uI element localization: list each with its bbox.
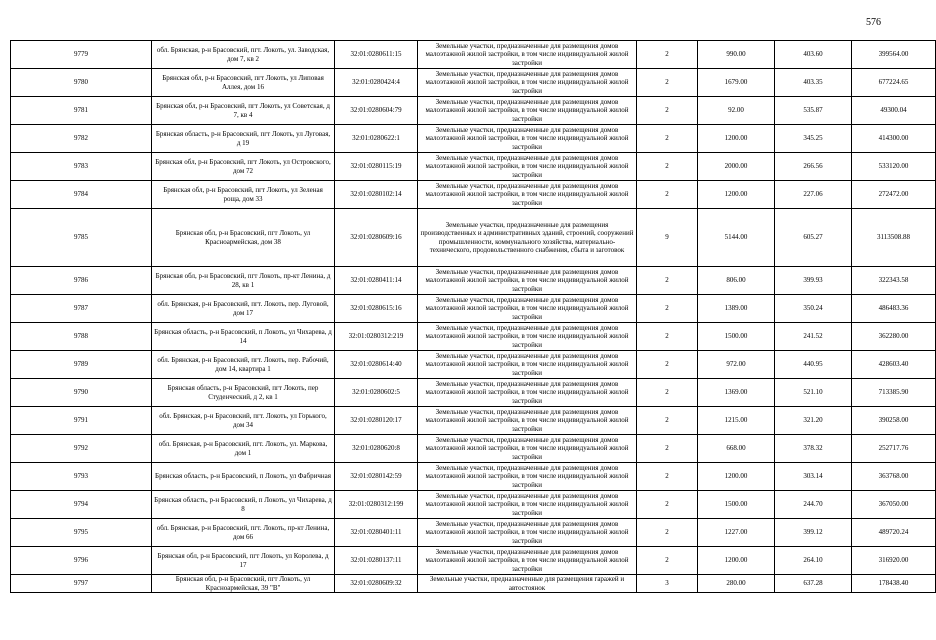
specific-value-cell: 378.32 bbox=[775, 435, 852, 463]
specific-value-cell: 399.12 bbox=[775, 519, 852, 547]
use-class-cell: 2 bbox=[637, 547, 698, 575]
address-cell: Брянская обл, р-н Брасовский, пгт Локоть, пр-кт Ленина, д 28, кв 1 bbox=[152, 267, 335, 295]
cadastral-value-cell: 390258.00 bbox=[852, 407, 936, 435]
table-row bbox=[11, 153, 936, 181]
use-class-cell: 2 bbox=[637, 153, 698, 181]
cadastral-value-cell: 49300.04 bbox=[852, 97, 936, 125]
specific-value-cell: 440.95 bbox=[775, 351, 852, 379]
specific-value-cell: 266.56 bbox=[775, 153, 852, 181]
table-row bbox=[11, 351, 936, 379]
row-number: 9793 bbox=[11, 463, 152, 491]
use-class-cell: 2 bbox=[637, 295, 698, 323]
area-cell: 1500.00 bbox=[698, 491, 775, 519]
table-row bbox=[11, 575, 936, 593]
land-use-cell: Земельные участки, предназначенные для размещения домов малоэтажной жилой застройки, в том числе индивидуальной жилой застройки bbox=[418, 295, 637, 323]
use-class-cell: 3 bbox=[637, 575, 698, 593]
address-cell: Брянская обл, р-н Брасовский, пгт Локоть, ул Королева, д 17 bbox=[152, 547, 335, 575]
table-row bbox=[11, 69, 936, 97]
area-cell: 1227.00 bbox=[698, 519, 775, 547]
land-use-cell: Земельные участки, предназначенные для размещения домов малоэтажной жилой застройки, в том числе индивидуальной жилой застройки bbox=[418, 125, 637, 153]
area-cell: 1200.00 bbox=[698, 181, 775, 209]
address-cell: Брянская область, р-н Брасовский, п Локоть, ул Чихарева, д 8 bbox=[152, 491, 335, 519]
address-cell: обл. Брянская, р-н Брасовский, пгт. Локоть, ул. Заводская, дом 7, кв 2 bbox=[152, 41, 335, 69]
specific-value-cell: 521.10 bbox=[775, 379, 852, 407]
cadastral-number-cell: 32:01:0280611:15 bbox=[335, 41, 418, 69]
row-number: 9783 bbox=[11, 153, 152, 181]
land-use-cell: Земельные участки, предназначенные для размещения домов малоэтажной жилой застройки, в том числе индивидуальной жилой застройки bbox=[418, 379, 637, 407]
area-cell: 1500.00 bbox=[698, 323, 775, 351]
land-use-cell: Земельные участки, предназначенные для размещения домов малоэтажной жилой застройки, в том числе индивидуальной жилой застройки bbox=[418, 407, 637, 435]
cadastral-number-cell: 32:01:0280401:11 bbox=[335, 519, 418, 547]
use-class-cell: 2 bbox=[637, 125, 698, 153]
cadastral-value-cell: 489720.24 bbox=[852, 519, 936, 547]
use-class-cell: 2 bbox=[637, 323, 698, 351]
row-number: 9786 bbox=[11, 267, 152, 295]
address-cell: Брянская область, р-н Брасовский, пгт Локоть, пер Студенческий, д 2, кв 1 bbox=[152, 379, 335, 407]
specific-value-cell: 637.28 bbox=[775, 575, 852, 593]
address-cell: Брянская обл, р-н Брасовский, пгт Локоть, ул Красноармейская, 39 "В" bbox=[152, 575, 335, 593]
address-cell: обл. Брянская, р-н Брасовский, пгт. Локоть, пер. Рабочий, дом 14, квартира 1 bbox=[152, 351, 335, 379]
land-use-cell: Земельные участки, предназначенные для размещения домов малоэтажной жилой застройки, в том числе индивидуальной жилой застройки bbox=[418, 519, 637, 547]
cadastral-number-cell: 32:01:0280120:17 bbox=[335, 407, 418, 435]
cadastral-value-cell: 713385.90 bbox=[852, 379, 936, 407]
table-row bbox=[11, 209, 936, 267]
specific-value-cell: 535.87 bbox=[775, 97, 852, 125]
cadastral-number-cell: 32:01:0280142:59 bbox=[335, 463, 418, 491]
area-cell: 806.00 bbox=[698, 267, 775, 295]
row-number: 9781 bbox=[11, 97, 152, 125]
land-use-cell: Земельные участки, предназначенные для размещения домов малоэтажной жилой застройки, в том числе индивидуальной жилой застройки bbox=[418, 547, 637, 575]
cadastral-value-cell: 399564.00 bbox=[852, 41, 936, 69]
cadastral-number-cell: 32:01:0280411:14 bbox=[335, 267, 418, 295]
cadastral-number-cell: 32:01:0280312:219 bbox=[335, 323, 418, 351]
land-use-cell: Земельные участки, предназначенные для размещения домов малоэтажной жилой застройки, в том числе индивидуальной жилой застройки bbox=[418, 351, 637, 379]
specific-value-cell: 350.24 bbox=[775, 295, 852, 323]
address-cell: обл. Брянская, р-н Брасовский, пгт. Локоть, ул. Маркова, дом 1 bbox=[152, 435, 335, 463]
specific-value-cell: 403.60 bbox=[775, 41, 852, 69]
cadastral-number-cell: 32:01:0280614:40 bbox=[335, 351, 418, 379]
area-cell: 1369.00 bbox=[698, 379, 775, 407]
cadastral-number-cell: 32:01:0280604:79 bbox=[335, 97, 418, 125]
address-cell: Брянская обл, р-н Брасовский, пгт Локоть, ул Островского, дом 72 bbox=[152, 153, 335, 181]
table-row bbox=[11, 295, 936, 323]
area-cell: 1200.00 bbox=[698, 125, 775, 153]
registry-body bbox=[11, 41, 936, 593]
land-use-cell: Земельные участки, предназначенные для размещения домов малоэтажной жилой застройки, в том числе индивидуальной жилой застройки bbox=[418, 153, 637, 181]
cadastral-value-cell: 362280.00 bbox=[852, 323, 936, 351]
land-use-cell: Земельные участки, предназначенные для размещения домов малоэтажной жилой застройки, в том числе индивидуальной жилой застройки bbox=[418, 41, 637, 69]
table-row bbox=[11, 125, 936, 153]
table-row bbox=[11, 267, 936, 295]
area-cell: 2000.00 bbox=[698, 153, 775, 181]
area-cell: 5144.00 bbox=[698, 209, 775, 267]
use-class-cell: 2 bbox=[637, 463, 698, 491]
use-class-cell: 2 bbox=[637, 519, 698, 547]
cadastral-value-cell: 367050.00 bbox=[852, 491, 936, 519]
table-row bbox=[11, 519, 936, 547]
cadastral-value-cell: 322343.58 bbox=[852, 267, 936, 295]
specific-value-cell: 303.14 bbox=[775, 463, 852, 491]
row-number: 9792 bbox=[11, 435, 152, 463]
table-row bbox=[11, 463, 936, 491]
row-number: 9785 bbox=[11, 209, 152, 267]
area-cell: 1679.00 bbox=[698, 69, 775, 97]
land-registry-table bbox=[10, 40, 936, 593]
table-row bbox=[11, 41, 936, 69]
cadastral-value-cell: 533120.00 bbox=[852, 153, 936, 181]
table-row bbox=[11, 547, 936, 575]
row-number: 9788 bbox=[11, 323, 152, 351]
use-class-cell: 2 bbox=[637, 97, 698, 125]
page-number: 576 bbox=[866, 17, 881, 28]
land-use-cell: Земельные участки, предназначенные для размещения домов малоэтажной жилой застройки, в том числе индивидуальной жилой застройки bbox=[418, 435, 637, 463]
table-row bbox=[11, 491, 936, 519]
row-number: 9789 bbox=[11, 351, 152, 379]
cadastral-value-cell: 178438.40 bbox=[852, 575, 936, 593]
area-cell: 1200.00 bbox=[698, 547, 775, 575]
cadastral-value-cell: 414300.00 bbox=[852, 125, 936, 153]
use-class-cell: 2 bbox=[637, 41, 698, 69]
area-cell: 990.00 bbox=[698, 41, 775, 69]
row-number: 9787 bbox=[11, 295, 152, 323]
cadastral-number-cell: 32:01:0280137:11 bbox=[335, 547, 418, 575]
cadastral-number-cell: 32:01:0280609:16 bbox=[335, 209, 418, 267]
cadastral-value-cell: 3113508.88 bbox=[852, 209, 936, 267]
address-cell: Брянская область, р-н Брасовский, пгт Локоть, ул Луговая, д 19 bbox=[152, 125, 335, 153]
row-number: 9790 bbox=[11, 379, 152, 407]
cadastral-number-cell: 32:01:0280115:19 bbox=[335, 153, 418, 181]
row-number: 9794 bbox=[11, 491, 152, 519]
specific-value-cell: 403.35 bbox=[775, 69, 852, 97]
cadastral-number-cell: 32:01:0280620:8 bbox=[335, 435, 418, 463]
use-class-cell: 9 bbox=[637, 209, 698, 267]
cadastral-value-cell: 363768.00 bbox=[852, 463, 936, 491]
address-cell: Брянская обл, р-н Брасовский, пгт Локоть, ул Советская, д 7, кв 4 bbox=[152, 97, 335, 125]
area-cell: 1215.00 bbox=[698, 407, 775, 435]
address-cell: Брянская область, р-н Брасовский, п Локоть, ул Фабричная bbox=[152, 463, 335, 491]
specific-value-cell: 345.25 bbox=[775, 125, 852, 153]
table-row bbox=[11, 435, 936, 463]
use-class-cell: 2 bbox=[637, 69, 698, 97]
row-number: 9791 bbox=[11, 407, 152, 435]
specific-value-cell: 264.10 bbox=[775, 547, 852, 575]
cadastral-number-cell: 32:01:0280102:14 bbox=[335, 181, 418, 209]
table-row bbox=[11, 97, 936, 125]
cadastral-number-cell: 32:01:0280622:1 bbox=[335, 125, 418, 153]
area-cell: 280.00 bbox=[698, 575, 775, 593]
use-class-cell: 2 bbox=[637, 181, 698, 209]
specific-value-cell: 241.52 bbox=[775, 323, 852, 351]
land-use-cell: Земельные участки, предназначенные для размещения домов малоэтажной жилой застройки, в том числе индивидуальной жилой застройки bbox=[418, 463, 637, 491]
specific-value-cell: 399.93 bbox=[775, 267, 852, 295]
table-row bbox=[11, 379, 936, 407]
cadastral-value-cell: 486483.36 bbox=[852, 295, 936, 323]
address-cell: Брянская обл, р-н Брасовский, пгт Локоть, ул Зеленая роща, дом 33 bbox=[152, 181, 335, 209]
specific-value-cell: 227.06 bbox=[775, 181, 852, 209]
use-class-cell: 2 bbox=[637, 351, 698, 379]
area-cell: 972.00 bbox=[698, 351, 775, 379]
table-row bbox=[11, 407, 936, 435]
use-class-cell: 2 bbox=[637, 267, 698, 295]
cadastral-value-cell: 677224.65 bbox=[852, 69, 936, 97]
land-use-cell: Земельные участки, предназначенные для размещения домов малоэтажной жилой застройки, в том числе индивидуальной жилой застройки bbox=[418, 181, 637, 209]
address-cell: обл. Брянская, р-н Брасовский, пгт. Локоть, ул Горького, дом 34 bbox=[152, 407, 335, 435]
area-cell: 92.00 bbox=[698, 97, 775, 125]
land-use-cell: Земельные участки, предназначенные для размещения гаражей и автостоянок bbox=[418, 575, 637, 593]
land-use-cell: Земельные участки, предназначенные для размещения производственных и административных зданий, строений, сооружений промышленности, коммунального хозяйства, материально-технического, продовольственного снабжения, сбыта и заготовок bbox=[418, 209, 637, 267]
area-cell: 1389.00 bbox=[698, 295, 775, 323]
row-number: 9784 bbox=[11, 181, 152, 209]
land-use-cell: Земельные участки, предназначенные для размещения домов малоэтажной жилой застройки, в том числе индивидуальной жилой застройки bbox=[418, 491, 637, 519]
cadastral-value-cell: 272472.00 bbox=[852, 181, 936, 209]
area-cell: 668.00 bbox=[698, 435, 775, 463]
use-class-cell: 2 bbox=[637, 491, 698, 519]
table-row bbox=[11, 181, 936, 209]
cadastral-number-cell: 32:01:0280602:5 bbox=[335, 379, 418, 407]
row-number: 9780 bbox=[11, 69, 152, 97]
cadastral-number-cell: 32:01:0280615:16 bbox=[335, 295, 418, 323]
land-use-cell: Земельные участки, предназначенные для размещения домов малоэтажной жилой застройки, в том числе индивидуальной жилой застройки bbox=[418, 323, 637, 351]
cadastral-value-cell: 252717.76 bbox=[852, 435, 936, 463]
row-number: 9779 bbox=[11, 41, 152, 69]
cadastral-number-cell: 32:01:0280312:199 bbox=[335, 491, 418, 519]
cadastral-value-cell: 316920.00 bbox=[852, 547, 936, 575]
use-class-cell: 2 bbox=[637, 407, 698, 435]
area-cell: 1200.00 bbox=[698, 463, 775, 491]
use-class-cell: 2 bbox=[637, 435, 698, 463]
address-cell: Брянская обл, р-н Брасовский, пгт Локоть, ул Красноармейская, дом 38 bbox=[152, 209, 335, 267]
specific-value-cell: 244.70 bbox=[775, 491, 852, 519]
address-cell: Брянская область, р-н Брасовский, п Локоть, ул Чихарева, д 14 bbox=[152, 323, 335, 351]
table-row bbox=[11, 323, 936, 351]
use-class-cell: 2 bbox=[637, 379, 698, 407]
address-cell: обл. Брянская, р-н Брасовский, пгт. Локоть, пер. Луговой, дом 17 bbox=[152, 295, 335, 323]
land-use-cell: Земельные участки, предназначенные для размещения домов малоэтажной жилой застройки, в том числе индивидуальной жилой застройки bbox=[418, 97, 637, 125]
address-cell: Брянская обл, р-н Брасовский, пгт Локоть, ул Липовая Аллея, дом 16 bbox=[152, 69, 335, 97]
row-number: 9797 bbox=[11, 575, 152, 593]
cadastral-number-cell: 32:01:0280424:4 bbox=[335, 69, 418, 97]
land-use-cell: Земельные участки, предназначенные для размещения домов малоэтажной жилой застройки, в том числе индивидуальной жилой застройки bbox=[418, 267, 637, 295]
specific-value-cell: 605.27 bbox=[775, 209, 852, 267]
cadastral-number-cell: 32:01:0280609:32 bbox=[335, 575, 418, 593]
row-number: 9782 bbox=[11, 125, 152, 153]
cadastral-value-cell: 428603.40 bbox=[852, 351, 936, 379]
row-number: 9796 bbox=[11, 547, 152, 575]
specific-value-cell: 321.20 bbox=[775, 407, 852, 435]
row-number: 9795 bbox=[11, 519, 152, 547]
address-cell: обл. Брянская, р-н Брасовский, пгт. Локоть, пр-кт Ленина, дом 66 bbox=[152, 519, 335, 547]
land-use-cell: Земельные участки, предназначенные для размещения домов малоэтажной жилой застройки, в том числе индивидуальной жилой застройки bbox=[418, 69, 637, 97]
